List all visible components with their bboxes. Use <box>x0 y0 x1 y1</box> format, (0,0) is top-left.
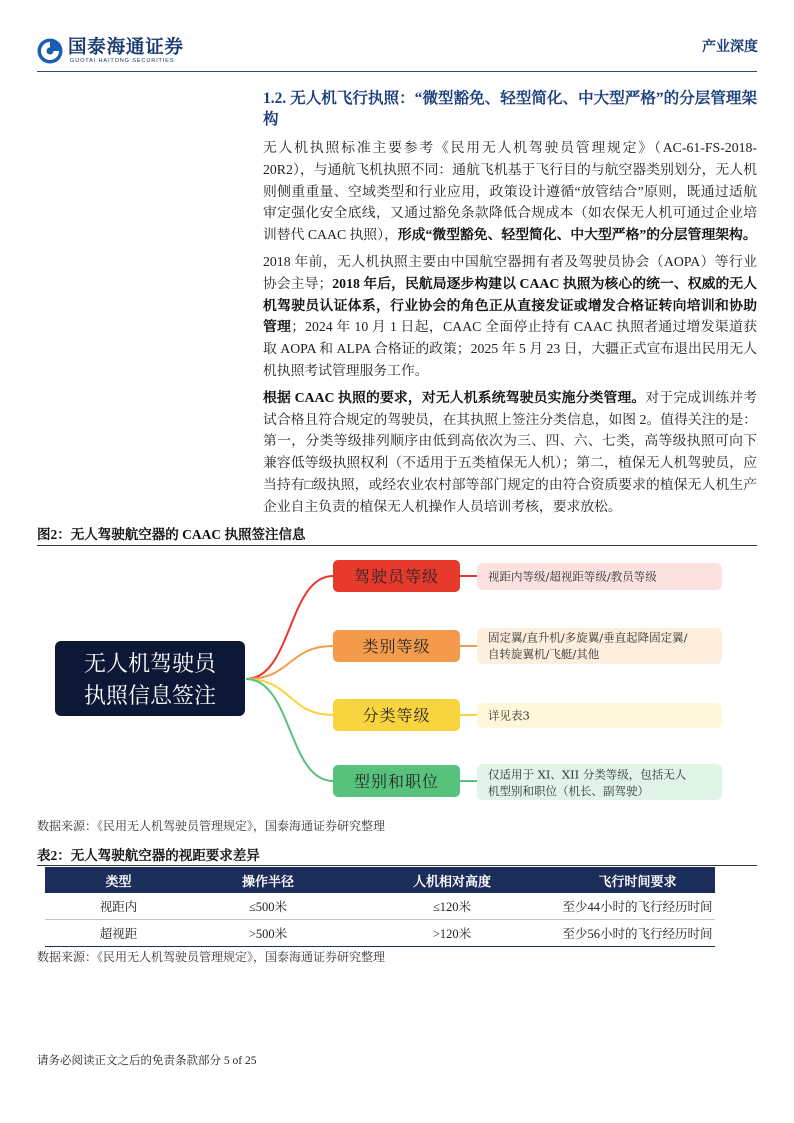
branch-category-level <box>333 628 722 664</box>
section-heading: 1.2. 无人机飞行执照：“微型豁免、轻型简化、中大型严格”的分层管理架构 <box>263 90 757 128</box>
branch-node-label: 分类等级 <box>362 706 431 725</box>
table-title-divider <box>37 865 757 866</box>
paragraph-1 <box>263 137 757 246</box>
column-header-flight-time: 飞行时间要求 <box>560 867 715 893</box>
sight-range-requirements-table <box>45 867 715 947</box>
cell-flight-time: 至少44小时的飞行经历时间 <box>560 893 715 920</box>
paragraph-highlight: 形成“微型豁免、轻型简化、中大型严格”的分层管理架构。 <box>397 227 757 243</box>
cell-relative-height: ≤120米 <box>344 893 560 920</box>
branch-detail-line-2: 机型别和职位（机长、副驾驶） <box>488 784 649 798</box>
report-type-label: 产业深度 <box>702 39 758 55</box>
branch-detail-line-2: 自转旋翼机/飞艇/其他 <box>488 647 600 661</box>
paragraph-2 <box>263 251 757 382</box>
branch-detail-line-1: 详见表3 <box>488 708 530 723</box>
branch-node-label: 驾驶员等级 <box>353 567 440 586</box>
page-number: 5 of 25 <box>223 1055 257 1067</box>
paragraph-text: 对于完成训练并考试合格且符合规定的驾驶员，在其执照上签注分类信息，如图 2。值得关注的是：第一，分类等级排列顺序由低到高依次为三、四、六、七类，高等级执照可向下兼容低等级执照权利（不适用于五类植保无人机）；第二，植保无人机驾驶员，应当持有□级执照，或经农业农村部等部门规定的由符合资质要求的植保无人机生产企业自主负责的植保无人机操作人员培训考核，要求放松。 <box>263 389 757 514</box>
company-logo-name: 国泰海通证券 <box>68 37 184 58</box>
figure-title: 图2：无人驾驶航空器的 CAAC 执照签注信息 <box>37 527 306 542</box>
paragraph-text: 无人机执照标准主要参考《民用无人机驾驶员管理规定》（AC-61-FS-2018-20R2），与通航飞机执照不同：通航飞机基于飞行目的与航空器类别划分，无人机则侧重重量、空域类型和行业应用，政策设计遵循“放管结合”原则，既通过适航审定强化安全底线，又通过豁免条款降低合规成本（如农保无人机可通过企业培训替代 CAAC 执照）， <box>263 140 757 243</box>
page-footer <box>37 1053 256 1069</box>
section-body <box>263 137 757 523</box>
paragraph-text: ；2024 年 10 月 1 日起，CAAC 全面停止持有 CAAC 执照者通过增发渠道获取 AOPA 和 ALPA 合格证的政策；2025 年 5 月 23 日，大疆正式宣布退出民用无人机执照考试管理服务工作。 <box>263 319 758 378</box>
branch-detail-line-1: 视距内等级/超视距等级/教员等级 <box>488 569 657 584</box>
cell-relative-height: >120米 <box>344 920 560 947</box>
company-logo-icon <box>37 38 63 64</box>
connector-curve-type-position <box>246 679 333 781</box>
branch-node-label: 类别等级 <box>362 637 431 656</box>
paragraph-highlight: 2018 年后，民航局逐步构建以 CAAC 执照为核心的统一、权威的无人机驾驶员认证体系，行业协会的角色正从直接发证或增发合格证转向培训和协助管理 <box>263 275 757 335</box>
column-header-relative-height: 人机相对高度 <box>344 867 560 893</box>
column-header-type: 类型 <box>45 867 192 893</box>
paragraph-text: 2018 年前，无人机执照主要由中国航空器拥有者及驾驶员协会（AOPA）等行业协会主导； <box>263 253 757 291</box>
branch-class-level <box>333 699 722 731</box>
cell-operating-radius: ≤500米 <box>192 893 344 920</box>
paragraph-3 <box>263 387 757 518</box>
figure-title-divider <box>37 545 757 546</box>
connector-curve-class-level <box>246 679 333 715</box>
figure-source-note: 数据来源：《民用无人机驾驶员管理规定》，国泰海通证券研究整理 <box>37 819 386 833</box>
paragraph-highlight: 根据 CAAC 执照的要求，对无人机系统驾驶员实施分类管理。 <box>263 389 646 405</box>
branch-type-and-position <box>333 764 722 800</box>
column-header-operating-radius: 操作半径 <box>192 867 344 893</box>
branch-node-label: 型别和职位 <box>353 772 440 791</box>
table-row <box>45 893 715 920</box>
branch-detail-line-1: 仅适用于 XI、XII 分类等级，包括无人 <box>488 767 687 782</box>
cell-flight-time: 至少56小时的飞行经历时间 <box>560 920 715 947</box>
disclaimer-notice: 请务必阅读正文之后的免责条款部分 <box>37 1055 221 1067</box>
center-node-line-2: 执照信息签注 <box>83 684 217 709</box>
table-header-row <box>45 867 715 893</box>
cell-type: 视距内 <box>45 893 192 920</box>
cell-operating-radius: >500米 <box>192 920 344 947</box>
table-source-note: 数据来源：《民用无人机驾驶员管理规定》，国泰海通证券研究整理 <box>37 950 386 964</box>
center-node-line-1: 无人机驾驶员 <box>83 652 217 677</box>
connector-curve-category-level <box>246 646 333 679</box>
branch-detail-line-1: 固定翼/直升机/多旋翼/垂直起降固定翼/ <box>488 630 688 645</box>
table-title: 表2：无人驾驶航空器的视距要求差异 <box>37 848 260 863</box>
license-endorsement-diagram <box>0 550 794 812</box>
header-divider <box>37 71 757 72</box>
cell-type: 超视距 <box>45 920 192 947</box>
table-row <box>45 920 715 947</box>
branch-driver-level <box>333 560 722 592</box>
company-logo-english-name: GUOTAI HAITONG SECURITIES <box>70 58 175 64</box>
